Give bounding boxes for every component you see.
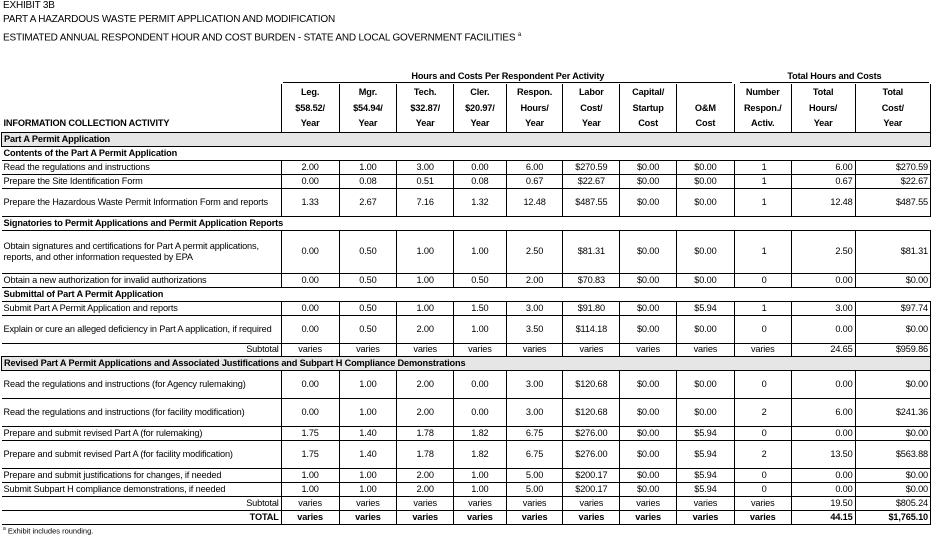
table-cell: 0 [734,482,791,496]
table-cell: $200.17 [563,482,620,496]
table-cell: $1,765.10 [855,510,930,524]
table-cell: 0.50 [339,273,397,287]
table-cell: 1.33 [281,188,339,216]
col-head: Number [734,84,791,100]
table-cell: 0.00 [281,398,339,426]
burden-table [1,70,931,525]
table-cell: $81.31 [563,230,620,273]
table-cell: $0.00 [620,370,677,398]
table-cell: 3.00 [506,398,563,426]
section-header-row [2,356,931,370]
table-row [2,482,931,496]
table-cell: $0.00 [855,426,930,440]
table-cell: 1.78 [397,426,454,440]
column-header-row-2 [2,100,931,116]
table-cell: 1.00 [454,482,507,496]
table-cell: $0.00 [620,440,677,468]
table-cell: $0.00 [676,174,734,188]
table-cell: $97.74 [855,301,930,315]
table-row [2,188,931,216]
table-cell: varies [563,510,620,524]
table-cell: $0.00 [620,315,677,343]
activity-label: Submit Subpart H compliance demonstrations, if needed [2,482,282,496]
table-cell: varies [506,343,563,356]
table-cell: $5.94 [676,440,734,468]
table-cell: varies [506,496,563,510]
table-cell: 3.00 [397,160,454,174]
table-cell: 3.00 [506,370,563,398]
table-cell: 0.00 [791,468,855,482]
table-cell: $276.00 [563,426,620,440]
table-cell: $0.00 [620,301,677,315]
col-head: Total [791,84,855,100]
document-title: PART A HAZARDOUS WASTE PERMIT APPLICATION AND MODIFICATION [3,14,335,25]
table-cell: 0.00 [281,301,339,315]
activity-label: Prepare and submit revised Part A (for facility modification) [2,440,282,468]
exhibit-label: EXHIBIT 3B [3,0,55,11]
col-head: Year [397,116,454,132]
table-cell: $0.00 [620,174,677,188]
activity-label: Read the regulations and instructions [2,160,282,174]
table-cell: varies [397,510,454,524]
table-cell: varies [563,343,620,356]
table-cell: 0.51 [397,174,454,188]
table-cell: 1.00 [339,370,397,398]
table-row [2,370,931,398]
table-cell: 2.00 [506,273,563,287]
table-cell: 0.00 [454,370,507,398]
table-cell: 0.00 [454,160,507,174]
footnote-text: Exhibit includes rounding. [7,526,94,536]
subtotal-label: Subtotal [2,343,282,356]
table-cell: 0.00 [281,315,339,343]
table-cell: 0.67 [791,174,855,188]
table-cell: $487.55 [855,188,930,216]
table-cell: 2.00 [397,370,454,398]
table-row [2,468,931,482]
table-cell: 3.50 [506,315,563,343]
table-cell: 2 [734,398,791,426]
table-cell: $0.00 [676,160,734,174]
col-head: $32.87/ [397,100,454,116]
section-title: Part A Permit Application [2,132,931,146]
table-cell: 0 [734,315,791,343]
table-cell: 2 [734,440,791,468]
table-cell: $487.55 [563,188,620,216]
table-cell: 0.08 [454,174,507,188]
col-head: Leg. [281,84,339,100]
table-cell: 0.50 [339,301,397,315]
table-cell: varies [281,510,339,524]
table-cell: 1.82 [454,426,507,440]
table-cell: $5.94 [676,301,734,315]
col-head: Labor [563,84,620,100]
subsection-title: Contents of the Part A Permit Application [2,146,931,160]
table-cell: 1.00 [454,230,507,273]
table-cell: 2.50 [506,230,563,273]
table-cell: $0.00 [676,273,734,287]
table-cell: varies [397,343,454,356]
table-cell: 0 [734,426,791,440]
table-cell: 13.50 [791,440,855,468]
table-cell: $0.00 [620,398,677,426]
subsection-title: Submittal of Part A Permit Application [2,287,931,301]
col-head: Year [563,116,620,132]
col-head [676,84,734,100]
table-cell: 0.00 [791,482,855,496]
footnote-mark: a [3,526,6,532]
col-head: Year [339,116,397,132]
col-head: Year [281,116,339,132]
table-cell: $0.00 [620,230,677,273]
table-row [2,315,931,343]
col-head: Hours/ [791,100,855,116]
subtitle-footnote-mark: a [517,32,522,38]
table-cell: 0.50 [339,315,397,343]
table-cell: 1.00 [339,160,397,174]
table-cell: 6.00 [791,398,855,426]
table-cell: $0.00 [855,482,930,496]
table-cell: 0 [734,370,791,398]
table-row [2,440,931,468]
col-head: Cler. [454,84,507,100]
col-head: Tech. [397,84,454,100]
table-cell: 0.00 [791,273,855,287]
subtotal-row [2,343,931,356]
table-cell: 5.00 [506,468,563,482]
table-row [2,174,931,188]
table-cell: varies [620,496,677,510]
table-cell: $5.94 [676,468,734,482]
table-cell: varies [454,343,507,356]
col-head: Respon./ [734,100,791,116]
table-cell: 0.00 [281,174,339,188]
table-cell: $270.59 [563,160,620,174]
table-cell: 19.50 [791,496,855,510]
activity-label: Prepare and submit revised Part A (for rulemaking) [2,426,282,440]
total-label: TOTAL [2,510,282,524]
table-cell: varies [339,510,397,524]
table-cell: 7.16 [397,188,454,216]
table-cell: varies [339,343,397,356]
activity-label: Prepare and submit justifications for changes, if needed [2,468,282,482]
subsection-title: Signatories to Permit Applications and Permit Application Reports [2,216,931,230]
table-cell: 3.00 [791,301,855,315]
table-cell: $120.68 [563,370,620,398]
table-cell: varies [620,510,677,524]
col-head: $54.94/ [339,100,397,116]
document-subtitle [3,29,521,44]
table-cell: $0.00 [855,370,930,398]
table-cell: $5.94 [676,482,734,496]
table-cell: 6.00 [506,160,563,174]
table-cell: $0.00 [676,370,734,398]
table-cell: 12.48 [506,188,563,216]
activity-label: Explain or cure an alleged deficiency in Part A application, if required [2,315,282,343]
col-head: Year [791,116,855,132]
col-head: Activ. [734,116,791,132]
table-row [2,160,931,174]
table-cell: varies [454,496,507,510]
table-row [2,301,931,315]
table-cell: varies [676,496,734,510]
activity-label: Prepare the Site Identification Form [2,174,282,188]
table-cell: 1.00 [397,301,454,315]
table-cell: 0.08 [339,174,397,188]
table-cell: $0.00 [620,160,677,174]
table-cell: $0.00 [676,188,734,216]
table-cell: varies [734,343,791,356]
table-cell: 0.00 [791,315,855,343]
table-cell: 2.00 [397,482,454,496]
col-head: Cost [620,116,677,132]
table-cell: 1.32 [454,188,507,216]
table-cell: $5.94 [676,426,734,440]
section-header-row [2,132,931,146]
table-cell: 1.00 [454,315,507,343]
table-cell: $0.00 [855,468,930,482]
table-cell: $91.80 [563,301,620,315]
table-cell: varies [676,510,734,524]
table-cell: $81.31 [855,230,930,273]
col-head: Total [855,84,930,100]
table-cell: 2.00 [397,315,454,343]
table-cell: varies [339,496,397,510]
subtotal-label: Subtotal [2,496,282,510]
table-cell: 0.50 [339,230,397,273]
table-cell: 0.67 [506,174,563,188]
table-cell: 0.00 [454,398,507,426]
table-cell: 12.48 [791,188,855,216]
subtitle-text: ESTIMATED ANNUAL RESPONDENT HOUR AND COST BURDEN - STATE AND LOCAL GOVERNMENT FACILITIES [3,32,516,44]
table-cell: 0.00 [281,230,339,273]
table-cell: $0.00 [676,230,734,273]
table-cell: $0.00 [620,468,677,482]
total-row [2,510,931,524]
table-cell: $0.00 [676,315,734,343]
table-cell: 1.78 [397,440,454,468]
table-cell: 5.00 [506,482,563,496]
table-cell: 2.00 [397,468,454,482]
col-head: Cost [676,116,734,132]
table-cell: $805.24 [855,496,930,510]
table-cell: $0.00 [855,315,930,343]
per-activity-header: Hours and Costs Per Respondent Per Activity [283,71,732,83]
section-title: Revised Part A Permit Applications and Associated Justifications and Subpart H Compliance Demonstrations [2,356,931,370]
table-cell: 2.00 [397,398,454,426]
table-cell: 1.00 [454,468,507,482]
table-cell: 0.50 [454,273,507,287]
col-head: Cost/ [855,100,930,116]
table-cell: $959.86 [855,343,930,356]
col-head: Respon. [506,84,563,100]
subsection-header-row [2,287,931,301]
table-cell: 1.82 [454,440,507,468]
table-cell: $276.00 [563,440,620,468]
table-cell: 6.00 [791,160,855,174]
table-cell: 1.75 [281,426,339,440]
table-row [2,426,931,440]
table-cell: 1 [734,160,791,174]
table-cell: 1.00 [397,273,454,287]
table-cell: 24.65 [791,343,855,356]
table-cell: 0.00 [281,370,339,398]
table-cell: 2.00 [281,160,339,174]
table-cell: 1.50 [454,301,507,315]
table-cell: varies [734,510,791,524]
table-cell: $200.17 [563,468,620,482]
table-cell: varies [563,496,620,510]
col-head: Startup [620,100,677,116]
table-row [2,398,931,426]
activity-label: Read the regulations and instructions (for facility modification) [2,398,282,426]
table-cell: varies [281,496,339,510]
activity-label: Read the regulations and instructions (for Agency rulemaking) [2,370,282,398]
table-cell: $0.00 [620,188,677,216]
activity-label: Obtain signatures and certifications for Part A permit applications, reports, and other information requested by EPA [2,230,282,273]
activity-label: Prepare the Hazardous Waste Permit Information Form and reports [2,188,282,216]
table-cell: 1.00 [281,468,339,482]
table-cell: 1.00 [339,482,397,496]
table-cell: 44.15 [791,510,855,524]
table-cell: 0.00 [791,426,855,440]
table-row [2,230,931,273]
col-head: Year [454,116,507,132]
table-cell: $563.88 [855,440,930,468]
table-cell: $22.67 [855,174,930,188]
col-head: $20.97/ [454,100,507,116]
column-header-row-1 [2,84,931,100]
table-cell: 6.75 [506,426,563,440]
table-cell: varies [397,496,454,510]
table-cell: 6.75 [506,440,563,468]
table-cell: $22.67 [563,174,620,188]
group-header-row [2,70,931,84]
col-head: O&M [676,100,734,116]
column-header-row-3 [2,116,931,132]
table-cell: 0 [734,273,791,287]
table-cell: $120.68 [563,398,620,426]
table-cell: 1 [734,174,791,188]
table-cell: varies [676,343,734,356]
table-cell: 2.67 [339,188,397,216]
table-cell: $241.36 [855,398,930,426]
table-cell: $0.00 [620,482,677,496]
table-cell: $114.18 [563,315,620,343]
col-head: Year [506,116,563,132]
table-cell: 3.00 [506,301,563,315]
col-head: Year [855,116,930,132]
activity-label: Obtain a new authorization for invalid authorizations [2,273,282,287]
footnote [3,526,93,536]
totals-header: Total Hours and Costs [740,71,928,83]
table-cell: varies [506,510,563,524]
table-cell: varies [620,343,677,356]
subsection-header-row [2,146,931,160]
subtotal-row [2,496,931,510]
activity-label: Submit Part A Permit Application and reports [2,301,282,315]
activity-column-header: INFORMATION COLLECTION ACTIVITY [3,118,170,129]
table-row [2,273,931,287]
table-cell: $0.00 [676,398,734,426]
col-head: Cost/ [563,100,620,116]
table-cell: 1.40 [339,426,397,440]
table-cell: $70.83 [563,273,620,287]
col-head: $58.52/ [281,100,339,116]
table-cell: $270.59 [855,160,930,174]
table-cell: 1.40 [339,440,397,468]
table-cell: 1.00 [339,468,397,482]
table-cell: varies [281,343,339,356]
table-cell: 1 [734,301,791,315]
table-cell: 0 [734,468,791,482]
table-cell: 1.00 [339,398,397,426]
table-cell: 1.00 [281,482,339,496]
table-cell: 1.00 [397,230,454,273]
table-cell: 2.50 [791,230,855,273]
subsection-header-row [2,216,931,230]
table-cell: $0.00 [620,273,677,287]
table-cell: 1 [734,188,791,216]
table-cell: $0.00 [620,426,677,440]
col-head: Hours/ [506,100,563,116]
col-head: Mgr. [339,84,397,100]
table-cell: 0.00 [281,273,339,287]
table-cell: $0.00 [855,273,930,287]
table-cell: varies [454,510,507,524]
table-cell: varies [734,496,791,510]
table-cell: 0.00 [791,370,855,398]
col-head: Capital/ [620,84,677,100]
table-cell: 1.75 [281,440,339,468]
table-cell: 1 [734,230,791,273]
